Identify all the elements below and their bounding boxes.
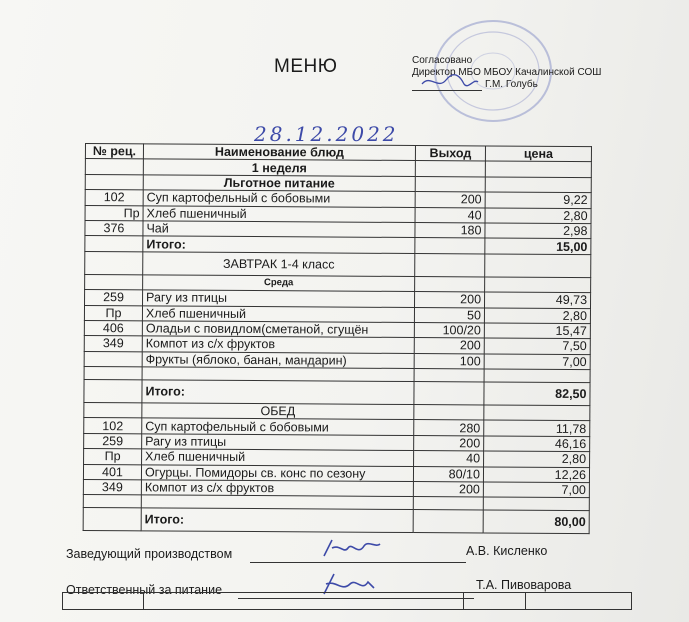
- output-cell: 80/10: [413, 466, 483, 482]
- price-cell: 7,50: [484, 338, 590, 354]
- dish-cell: Рагу из птицы: [143, 290, 415, 307]
- price-cell: 46,16: [484, 436, 590, 452]
- lunch-title: ОБЕД: [142, 403, 414, 420]
- breakfast-total-value: 82,50: [484, 382, 590, 406]
- rec-cell: 349: [84, 336, 142, 352]
- dish-cell: Хлеб пшеничный: [143, 205, 415, 222]
- dish-cell: Фрукты (яблоко, банан, мандарин): [142, 352, 414, 369]
- price-cell: 2,80: [485, 208, 591, 224]
- total-label: Итого:: [143, 236, 415, 253]
- dish-cell: Компот из с/х фруктов: [142, 336, 414, 353]
- rec-cell: 376: [85, 220, 143, 236]
- nutrition-responsible-label: Ответственный за питание: [66, 583, 223, 597]
- dish-cell: Суп картофельный с бобовыми: [143, 190, 415, 207]
- total-label: Итого:: [141, 508, 413, 533]
- price-cell: 2,98: [485, 223, 591, 239]
- column-header-rec: № рец.: [85, 144, 143, 160]
- cell-divider: [463, 593, 464, 609]
- output-cell: 100/20: [414, 322, 484, 338]
- price-cell: 49,73: [485, 292, 591, 308]
- price-cell: 7,00: [484, 354, 590, 370]
- section-benefit-label: Льготное питание: [143, 175, 415, 192]
- approval-label: Согласовано: [412, 55, 473, 66]
- cell-divider: [143, 593, 144, 609]
- day-label: Среда: [143, 275, 415, 292]
- lunch-total-value: 80,00: [483, 510, 589, 534]
- breakfast-total-row: [84, 380, 590, 406]
- price-cell: 11,78: [484, 420, 590, 436]
- week-label: 1 неделя: [143, 159, 415, 176]
- rec-cell: 102: [85, 190, 143, 206]
- rec-cell: 406: [84, 320, 142, 336]
- rec-cell: 259: [85, 290, 143, 306]
- lunch-total-row: [83, 508, 589, 534]
- output-cell: 50: [414, 307, 484, 323]
- dish-cell: Хлеб пшеничный: [142, 449, 414, 466]
- output-cell: 40: [415, 207, 485, 223]
- dish-cell: Чай: [143, 221, 415, 238]
- rec-cell: 401: [83, 464, 141, 480]
- production-manager-label: Заведующий производством: [66, 547, 233, 561]
- price-cell: 2,80: [484, 307, 590, 323]
- director-signature-icon: [418, 70, 480, 92]
- price-cell: 7,00: [483, 482, 589, 498]
- breakfast-title: ЗАВТРАК 1-4 класс: [143, 252, 415, 277]
- total-label: Итого:: [142, 380, 414, 405]
- output-cell: 200: [414, 338, 484, 354]
- rec-cell: Пр: [85, 205, 143, 221]
- rec-cell: 102: [84, 418, 142, 434]
- production-signature-icon: [318, 534, 384, 564]
- dish-cell: Рагу из птицы: [142, 434, 414, 451]
- output-cell: 200: [415, 192, 485, 208]
- rec-cell: [84, 351, 142, 367]
- rec-cell: Пр: [84, 449, 142, 465]
- page-title: МЕНЮ: [274, 56, 338, 77]
- bottom-empty-row: [62, 592, 632, 610]
- dish-cell: Компот из с/х фруктов: [141, 480, 413, 497]
- output-cell: 200: [415, 292, 485, 308]
- approval-name: Г.М. Голубь: [485, 79, 538, 90]
- price-cell: 15,47: [484, 323, 590, 339]
- price-cell: 2,80: [484, 451, 590, 467]
- rec-cell: 259: [84, 433, 142, 449]
- rec-cell: Пр: [84, 305, 142, 321]
- dish-cell: Огурцы. Помидоры св. конс по сезону: [141, 464, 413, 481]
- price-cell: 9,22: [485, 192, 591, 208]
- output-cell: 100: [414, 353, 484, 369]
- benefit-total-value: 15,00: [485, 238, 591, 254]
- output-cell: 180: [415, 222, 485, 238]
- output-cell: 200: [414, 435, 484, 451]
- dish-cell: Хлеб пшеничный: [142, 305, 414, 322]
- dish-cell: Суп картофельный с бобовыми: [142, 418, 414, 435]
- output-cell: 40: [414, 451, 484, 467]
- breakfast-title-row: [85, 251, 591, 277]
- menu-table-wrapper: [83, 143, 592, 535]
- output-cell: 280: [414, 420, 484, 436]
- output-cell: 200: [413, 482, 483, 498]
- cell-divider: [525, 593, 526, 609]
- handwritten-date: 28.12.2022: [254, 122, 399, 146]
- production-manager-name: А.В. Кисленко: [466, 544, 548, 558]
- column-header-price: цена: [485, 146, 591, 162]
- menu-table: [83, 143, 592, 535]
- rec-cell: 349: [83, 480, 141, 496]
- approval-director: Директор МБО МБОУ Качалинской СОШ: [412, 67, 602, 78]
- column-header-out: Выход: [415, 146, 485, 162]
- price-cell: 12,26: [483, 467, 589, 483]
- dish-cell: Оладьи с повидлом(сметаной, сгущён: [142, 321, 414, 338]
- nutrition-responsible-name: Т.А. Пивоварова: [476, 578, 572, 592]
- column-header-name: Наименование блюд: [143, 144, 415, 161]
